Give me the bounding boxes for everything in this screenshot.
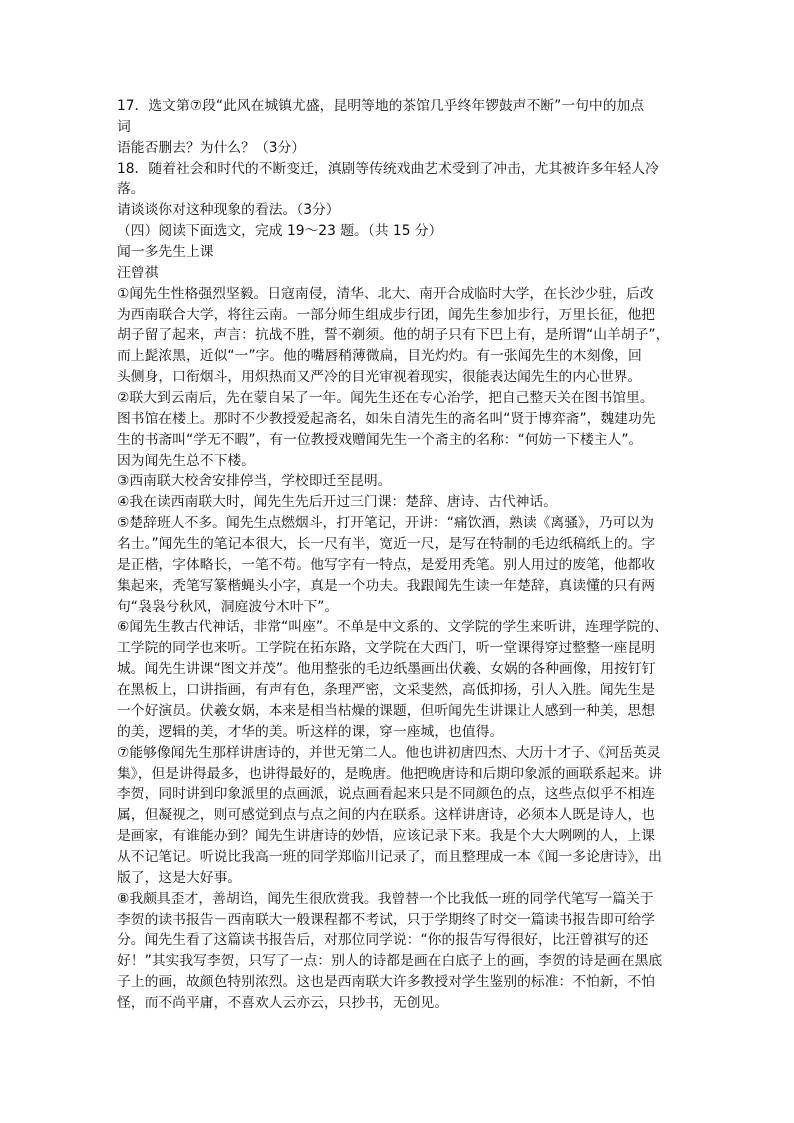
text-line: 好！”其实我写李贺，只写了一点：别人的诗都是画在白底子上的画，李贺的诗是画在黑底 — [117, 953, 663, 970]
document-page — [117, 96, 697, 1014]
text-line: ①闻先生性格强烈坚毅。日寇南侵，清华、北大、南开合成临时大学，在长沙少驻，后改 — [117, 285, 654, 302]
text-line: 生的书斋叫“学无不暇”，有一位教授戏赠闻先生一个斋主的名称：“何妨一下楼主人”。 — [117, 431, 643, 448]
text-line: 的美，逻辑的美，才华的美。听这样的课，穿一座城，也值得。 — [117, 723, 504, 740]
text-line: 城。闻先生讲课“图文并茂”。他用整张的毛边纸墨画出伏羲、女娲的各种画像，用按钉钉 — [117, 661, 656, 678]
text-line: 而上髭浓黑，近似“一”字。他的嘴唇稍薄微扁，目光灼灼。有一张闻先生的木刻像，回 — [117, 348, 642, 365]
text-line: 请谈谈你对这种现象的看法。（3分） — [117, 202, 340, 219]
text-line: 在黑板上，口讲指画，有声有色，条理严密，文采斐然，高低抑扬，引人入胜。闻先生是 — [117, 682, 656, 699]
text-line: 语能否删去？为什么？（3分） — [117, 139, 306, 156]
text-line: ⑧我颇具歪才，善胡诌，闻先生很欣赏我。我曾替一个比我低一班的同学代笔写一篇关于 — [117, 890, 654, 907]
text-line: 李贺的读书报告－西南联大一般课程都不考试，只于学期终了时交一篇读书报告即可给学 — [117, 911, 656, 928]
text-line: ②联大到云南后，先在蒙自呆了一年。闻先生还在专心治学，把自己整天关在图书馆里。 — [117, 390, 654, 407]
text-line: ⑤楚辞班人不多。闻先生点燃烟斗，打开笔记，开讲：“痛饮酒，熟读《离骚》，乃可以为 — [117, 515, 654, 532]
text-line: （四）阅读下面选文，完成 19～23 题。（共 15 分） — [117, 223, 443, 240]
text-line: 是画家，有谁能办到？闻先生讲唐诗的妙悟，应该记录下来。我是个大大咧咧的人，上课 — [117, 828, 656, 845]
text-line: 汪曾祺 — [117, 264, 159, 281]
text-line: 工学院的同学也来听。工学院在拓东路，文学院在大西门，听一堂课得穿过整整一座昆明 — [117, 640, 656, 657]
text-line: 版了，这是大好事。 — [117, 869, 242, 886]
text-line: ④我在读西南联大时，闻先生先后开过三门课：楚辞、唐诗、古代神话。 — [117, 494, 558, 511]
text-line: ⑥闻先生教古代神话，非常“叫座”。不单是中文系的、文学院的学生来听讲，连理学院的、 — [117, 619, 668, 636]
text-line: 因为闻先生总不下楼。 — [117, 452, 255, 469]
text-line: 从不记笔记。听说比我高一班的同学郑临川记录了，而且整理成一本《闻一多论唐诗》，出 — [117, 848, 662, 865]
text-line: 18．随着社会和时代的不断变迁，滇剧等传统戏曲艺术受到了冲击，尤其被许多年轻人冷 — [117, 160, 659, 177]
text-line: 子上的画，故颜色特别浓烈。这也是西南联大许多教授对学生鉴别的标准：不怕新，不怕 — [117, 974, 656, 991]
text-line: 名士。”闻先生的笔记本很大，长一尺有半，宽近一尺，是写在特制的毛边纸稿纸上的。字 — [117, 536, 656, 553]
text-line: 图书馆在楼上。那时不少教授爱起斋名，如朱自清先生的斋名叫“贤于博弈斋”，魏建功先 — [117, 410, 656, 427]
text-line: 胡子留了起来，声言：抗战不胜，誓不剃须。他的胡子只有下巴上有，是所谓“山羊胡子”， — [117, 327, 670, 344]
text-line: 集》，但是讲得最多，也讲得最好的，是晚唐。他把晚唐诗和后期印象派的画联系起来。讲 — [117, 765, 662, 782]
text-line: 怪，而不尚平庸，不喜欢人云亦云，只抄书，无创见。 — [117, 994, 449, 1011]
text-line: ⑦能够像闻先生那样讲唐诗的，并世无第二人。他也讲初唐四杰、大历十才子、《河岳英灵 — [117, 744, 661, 761]
text-line: 分。闻先生看了这篇读书报告后，对那位同学说：“你的报告写得很好，比汪曾祺写的还 — [117, 932, 649, 949]
text-line: 句“袅袅兮秋风，洞庭波兮木叶下”。 — [117, 598, 339, 615]
text-line: 头侧身，口衔烟斗，用炽热而又严冷的目光审视着现实，很能表达闻先生的内心世界。 — [117, 369, 642, 386]
text-line: 属，但凝视之，则可感觉到点与点之间的内在联系。这样讲唐诗，必须本人既是诗人，也 — [117, 807, 656, 824]
text-line: 李贺，同时讲到印象派里的点画派，说点画看起来只是不同颜色的点，这些点似乎不相连 — [117, 786, 656, 803]
text-line: 落。 — [117, 181, 145, 198]
text-line: 闻一多先生上课 — [117, 244, 214, 261]
text-line: 是正楷，字体略长，一笔不苟。他写字有一特点，是爱用秃笔。别人用过的废笔，他都收 — [117, 556, 656, 573]
text-line: 17．选文第⑦段“此风在城镇尤盛，昆明等地的茶馆几乎终年锣鼓声不断”一句中的加点 — [117, 98, 645, 114]
text-line: 为西南联合大学，将往云南。一部分师生组成步行团，闻先生参加步行，万里长征，他把 — [117, 306, 656, 323]
text-line: 词 — [117, 118, 131, 135]
text-line: 一个好演员。伏羲女娲，本来是相当枯燥的课题，但听闻先生讲课让人感到一种美，思想 — [117, 702, 656, 719]
text-line: ③西南联大校舍安排停当，学校即迁至昆明。 — [117, 473, 392, 490]
text-line: 集起来，秃笔写篆楷蝇头小字，真是一个功夫。我跟闻先生读一年楚辞，真读懂的只有两 — [117, 577, 656, 594]
